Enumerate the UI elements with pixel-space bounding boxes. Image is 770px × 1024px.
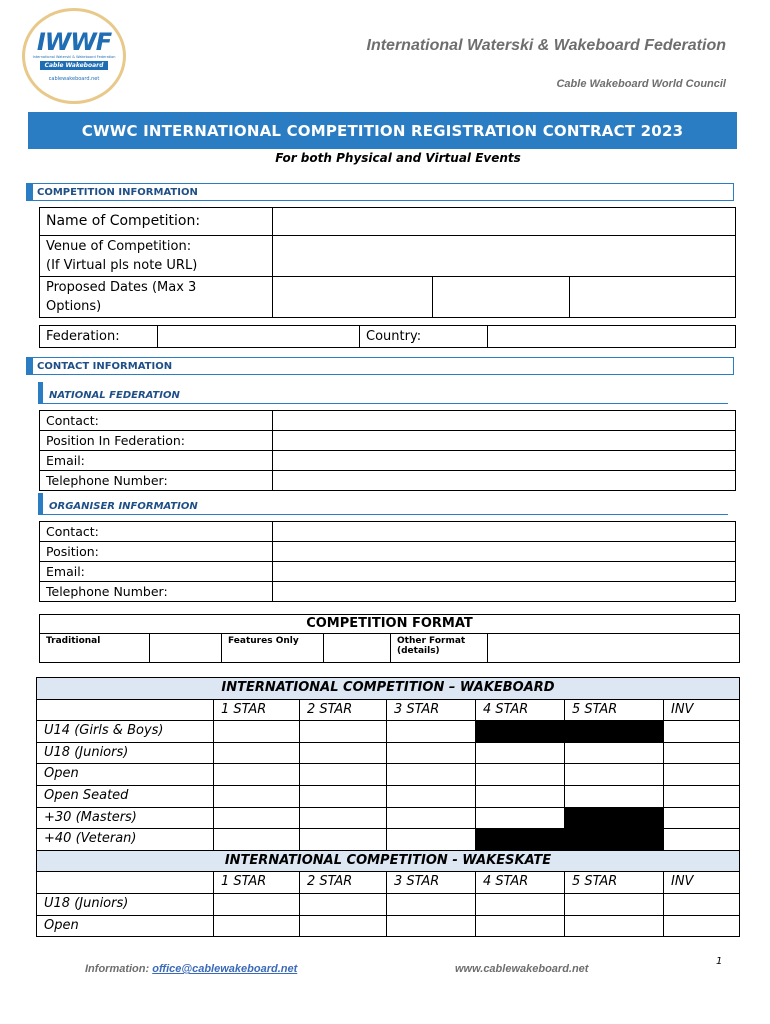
nf-email-label: Email:: [40, 451, 273, 471]
wakeskate-cell[interactable]: [387, 893, 476, 915]
wakeboard-cell[interactable]: [300, 721, 387, 743]
footer-info-label: Information:: [85, 963, 150, 975]
wakeboard-cell[interactable]: [387, 829, 476, 851]
wakeboard-cell[interactable]: [664, 764, 740, 786]
wakeboard-cell[interactable]: [214, 764, 300, 786]
wakeboard-cell-unavailable: [565, 807, 664, 829]
document-subtitle: For both Physical and Virtual Events: [275, 151, 521, 165]
wakeboard-col-2star: 2 STAR: [300, 699, 387, 721]
logo-url: cablewakeboard.net: [48, 76, 100, 82]
wakeboard-corner-cell: [37, 699, 214, 721]
document-title: CWWC INTERNATIONAL COMPETITION REGISTRATION CONTRACT 2023: [28, 112, 737, 149]
iwwf-logo: [22, 8, 126, 104]
wakeboard-cell[interactable]: [664, 785, 740, 807]
council-name: Cable Wakeboard World Council: [556, 78, 726, 90]
wakeboard-cell-unavailable: [476, 829, 565, 851]
wakeboard-col-3star: 3 STAR: [387, 699, 476, 721]
venue-label: [40, 236, 273, 277]
wakeskate-title: INTERNATIONAL COMPETITION - WAKESKATE: [37, 850, 740, 872]
wakeboard-cell[interactable]: [664, 721, 740, 743]
wakeboard-cell[interactable]: [565, 742, 664, 764]
footer-information: [85, 963, 297, 975]
wakeboard-row-u14: U14 (Girls & Boys): [37, 721, 214, 743]
logo-mark: IWWF: [36, 28, 112, 56]
wakeboard-row-open-seated: Open Seated: [37, 785, 214, 807]
wakeskate-cell[interactable]: [476, 893, 565, 915]
wakeboard-row-open: Open: [37, 764, 214, 786]
competition-information-header: COMPETITION INFORMATION: [26, 183, 734, 201]
wakeskate-cell[interactable]: [300, 915, 387, 937]
wakeboard-cell[interactable]: [476, 764, 565, 786]
features-only-field[interactable]: [324, 634, 391, 663]
competition-format-table: [39, 614, 740, 663]
wakeboard-cell-unavailable: [565, 721, 664, 743]
wakeskate-cell[interactable]: [664, 893, 740, 915]
wakeskate-col-1star: 1 STAR: [214, 872, 300, 894]
country-field[interactable]: [488, 326, 736, 348]
nf-position-field[interactable]: [273, 431, 736, 451]
wakeboard-cell[interactable]: [476, 742, 565, 764]
wakeskate-col-inv: INV: [664, 872, 740, 894]
wakeboard-cell[interactable]: [664, 829, 740, 851]
date-option-3-field[interactable]: [570, 277, 736, 318]
wakeboard-cell[interactable]: [300, 742, 387, 764]
competition-name-label: Name of Competition:: [40, 208, 273, 236]
wakeboard-cell-unavailable: [565, 829, 664, 851]
wakeskate-cell[interactable]: [214, 915, 300, 937]
org-email-label: Email:: [40, 562, 273, 582]
org-contact-label: Contact:: [40, 522, 273, 542]
date-option-1-field[interactable]: [273, 277, 433, 318]
international-competition-table: [36, 677, 740, 937]
wakeboard-cell[interactable]: [387, 764, 476, 786]
wakeboard-cell[interactable]: [214, 742, 300, 764]
org-position-field[interactable]: [273, 542, 736, 562]
page-number: 1: [716, 956, 723, 967]
traditional-label: Traditional: [40, 634, 150, 663]
other-format-line2: (details): [397, 646, 440, 656]
wakeboard-cell[interactable]: [387, 721, 476, 743]
wakeskate-cell[interactable]: [476, 915, 565, 937]
wakeboard-cell[interactable]: [214, 807, 300, 829]
other-format-line1: Other Format: [397, 636, 466, 646]
org-telephone-label: Telephone Number:: [40, 582, 273, 602]
date-option-2-field[interactable]: [433, 277, 570, 318]
wakeskate-col-2star: 2 STAR: [300, 872, 387, 894]
logo-subtext: International Waterski & Wakeboard Federation: [32, 55, 116, 59]
nf-position-label: Position In Federation:: [40, 431, 273, 451]
wakeboard-cell[interactable]: [214, 785, 300, 807]
wakeboard-cell[interactable]: [300, 829, 387, 851]
wakeboard-row-masters: +30 (Masters): [37, 807, 214, 829]
wakeskate-cell[interactable]: [387, 915, 476, 937]
org-contact-field[interactable]: [273, 522, 736, 542]
national-federation-table: [39, 410, 736, 491]
venue-field[interactable]: [273, 236, 736, 277]
wakeskate-cell[interactable]: [214, 893, 300, 915]
wakeboard-cell[interactable]: [664, 742, 740, 764]
organiser-information-header: ORGANISER INFORMATION: [38, 493, 728, 515]
wakeboard-cell[interactable]: [476, 785, 565, 807]
wakeboard-cell[interactable]: [300, 785, 387, 807]
wakeskate-cell[interactable]: [565, 915, 664, 937]
wakeskate-col-4star: 4 STAR: [476, 872, 565, 894]
organization-name: International Waterski & Wakeboard Federation: [366, 37, 726, 54]
wakeboard-cell[interactable]: [300, 807, 387, 829]
wakeboard-cell-unavailable: [476, 721, 565, 743]
nf-contact-label: Contact:: [40, 411, 273, 431]
contact-information-header: CONTACT INFORMATION: [26, 357, 734, 375]
wakeskate-corner-cell: [37, 872, 214, 894]
country-label: Country:: [360, 326, 488, 348]
venue-label-line2: (If Virtual pls note URL): [46, 258, 198, 273]
federation-country-table: [39, 325, 736, 348]
national-federation-header: NATIONAL FEDERATION: [38, 382, 728, 404]
wakeboard-cell[interactable]: [476, 807, 565, 829]
wakeskate-row-open: Open: [37, 915, 214, 937]
wakeboard-cell[interactable]: [565, 785, 664, 807]
wakeskate-col-3star: 3 STAR: [387, 872, 476, 894]
wakeboard-cell[interactable]: [214, 721, 300, 743]
wakeboard-col-5star: 5 STAR: [565, 699, 664, 721]
competition-name-field[interactable]: [273, 208, 736, 236]
wakeskate-row-u18: U18 (Juniors): [37, 893, 214, 915]
federation-field[interactable]: [158, 326, 360, 348]
dates-label: [40, 277, 273, 318]
wakeboard-cell[interactable]: [214, 829, 300, 851]
wakeboard-cell[interactable]: [664, 807, 740, 829]
wakeboard-cell[interactable]: [565, 764, 664, 786]
org-position-label: Position:: [40, 542, 273, 562]
federation-label: Federation:: [40, 326, 158, 348]
wakeboard-col-inv: INV: [664, 699, 740, 721]
other-format-label: [391, 634, 488, 663]
footer-email-link[interactable]: office@cablewakeboard.net: [152, 963, 298, 975]
nf-telephone-label: Telephone Number:: [40, 471, 273, 491]
logo-band: Cable Wakeboard: [40, 61, 109, 70]
wakeboard-row-veteran: +40 (Veteran): [37, 829, 214, 851]
footer-website[interactable]: www.cablewakeboard.net: [455, 963, 589, 975]
wakeboard-cell[interactable]: [387, 785, 476, 807]
wakeboard-col-1star: 1 STAR: [214, 699, 300, 721]
other-format-field[interactable]: [488, 634, 740, 663]
org-email-field[interactable]: [273, 562, 736, 582]
nf-contact-field[interactable]: [273, 411, 736, 431]
wakeboard-col-4star: 4 STAR: [476, 699, 565, 721]
wakeskate-cell[interactable]: [565, 893, 664, 915]
competition-format-title: COMPETITION FORMAT: [40, 615, 740, 634]
competition-info-table: [39, 207, 736, 318]
venue-label-line1: Venue of Competition:: [46, 239, 192, 254]
wakeskate-cell[interactable]: [300, 893, 387, 915]
wakeboard-cell[interactable]: [387, 807, 476, 829]
traditional-field[interactable]: [150, 634, 222, 663]
nf-email-field[interactable]: [273, 451, 736, 471]
wakeboard-cell[interactable]: [387, 742, 476, 764]
wakeboard-row-u18: U18 (Juniors): [37, 742, 214, 764]
features-only-label: Features Only: [222, 634, 324, 663]
organiser-table: [39, 521, 736, 602]
dates-label-line2: Options): [46, 299, 102, 314]
nf-telephone-field[interactable]: [273, 471, 736, 491]
wakeboard-title: INTERNATIONAL COMPETITION – WAKEBOARD: [37, 678, 740, 700]
wakeboard-cell[interactable]: [300, 764, 387, 786]
dates-label-line1: Proposed Dates (Max 3: [46, 280, 197, 295]
org-telephone-field[interactable]: [273, 582, 736, 602]
wakeskate-cell[interactable]: [664, 915, 740, 937]
wakeskate-col-5star: 5 STAR: [565, 872, 664, 894]
